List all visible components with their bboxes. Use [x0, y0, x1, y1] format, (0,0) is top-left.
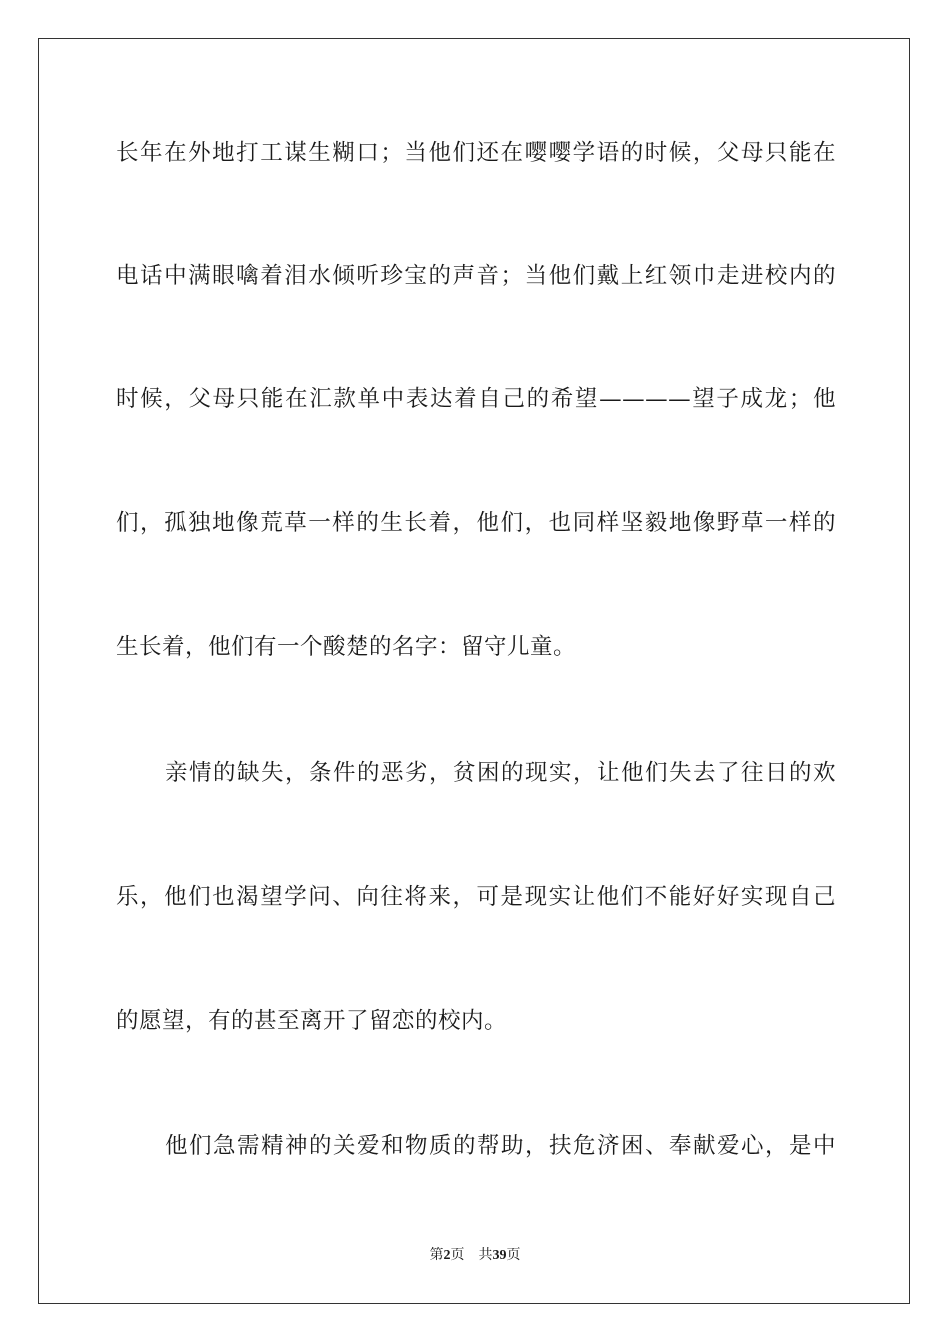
total-prefix: 共 — [478, 1247, 493, 1263]
page-footer — [0, 1245, 950, 1266]
paragraph-line-6: 亲情的缺失，条件的恶劣，贫困的现实，让他们失去了往日的欢 — [165, 760, 836, 786]
page-number: 2 — [443, 1248, 451, 1263]
paragraph-line-7: 乐，他们也渴望学问、向往将来，可是现实让他们不能好好实现自己 — [116, 884, 836, 910]
page-prefix: 第 — [429, 1247, 444, 1263]
paragraph-line-4: 们，孤独地像荒草一样的生长着，他们，也同样坚毅地像野草一样的 — [116, 510, 836, 536]
paragraph-line-2: 电话中满眼噙着泪水倾听珍宝的声音；当他们戴上红领巾走进校内的 — [116, 263, 836, 289]
paragraph-line-5: 生长着，他们有一个酸楚的名字：留守儿童。 — [116, 634, 577, 660]
page-border — [38, 38, 910, 1304]
page-suffix: 页 — [450, 1247, 465, 1263]
paragraph-line-9: 他们急需精神的关爱和物质的帮助，扶危济困、奉献爱心，是中 — [165, 1133, 836, 1159]
paragraph-line-8: 的愿望，有的甚至离开了留恋的校内。 — [116, 1008, 508, 1034]
paragraph-line-3: 时候，父母只能在汇款单中表达着自己的希望————望子成龙；他 — [116, 386, 836, 412]
total-pages: 39 — [492, 1248, 507, 1263]
total-suffix: 页 — [506, 1247, 521, 1263]
paragraph-line-1: 长年在外地打工谋生糊口；当他们还在嘤嘤学语的时候，父母只能在 — [116, 140, 836, 166]
